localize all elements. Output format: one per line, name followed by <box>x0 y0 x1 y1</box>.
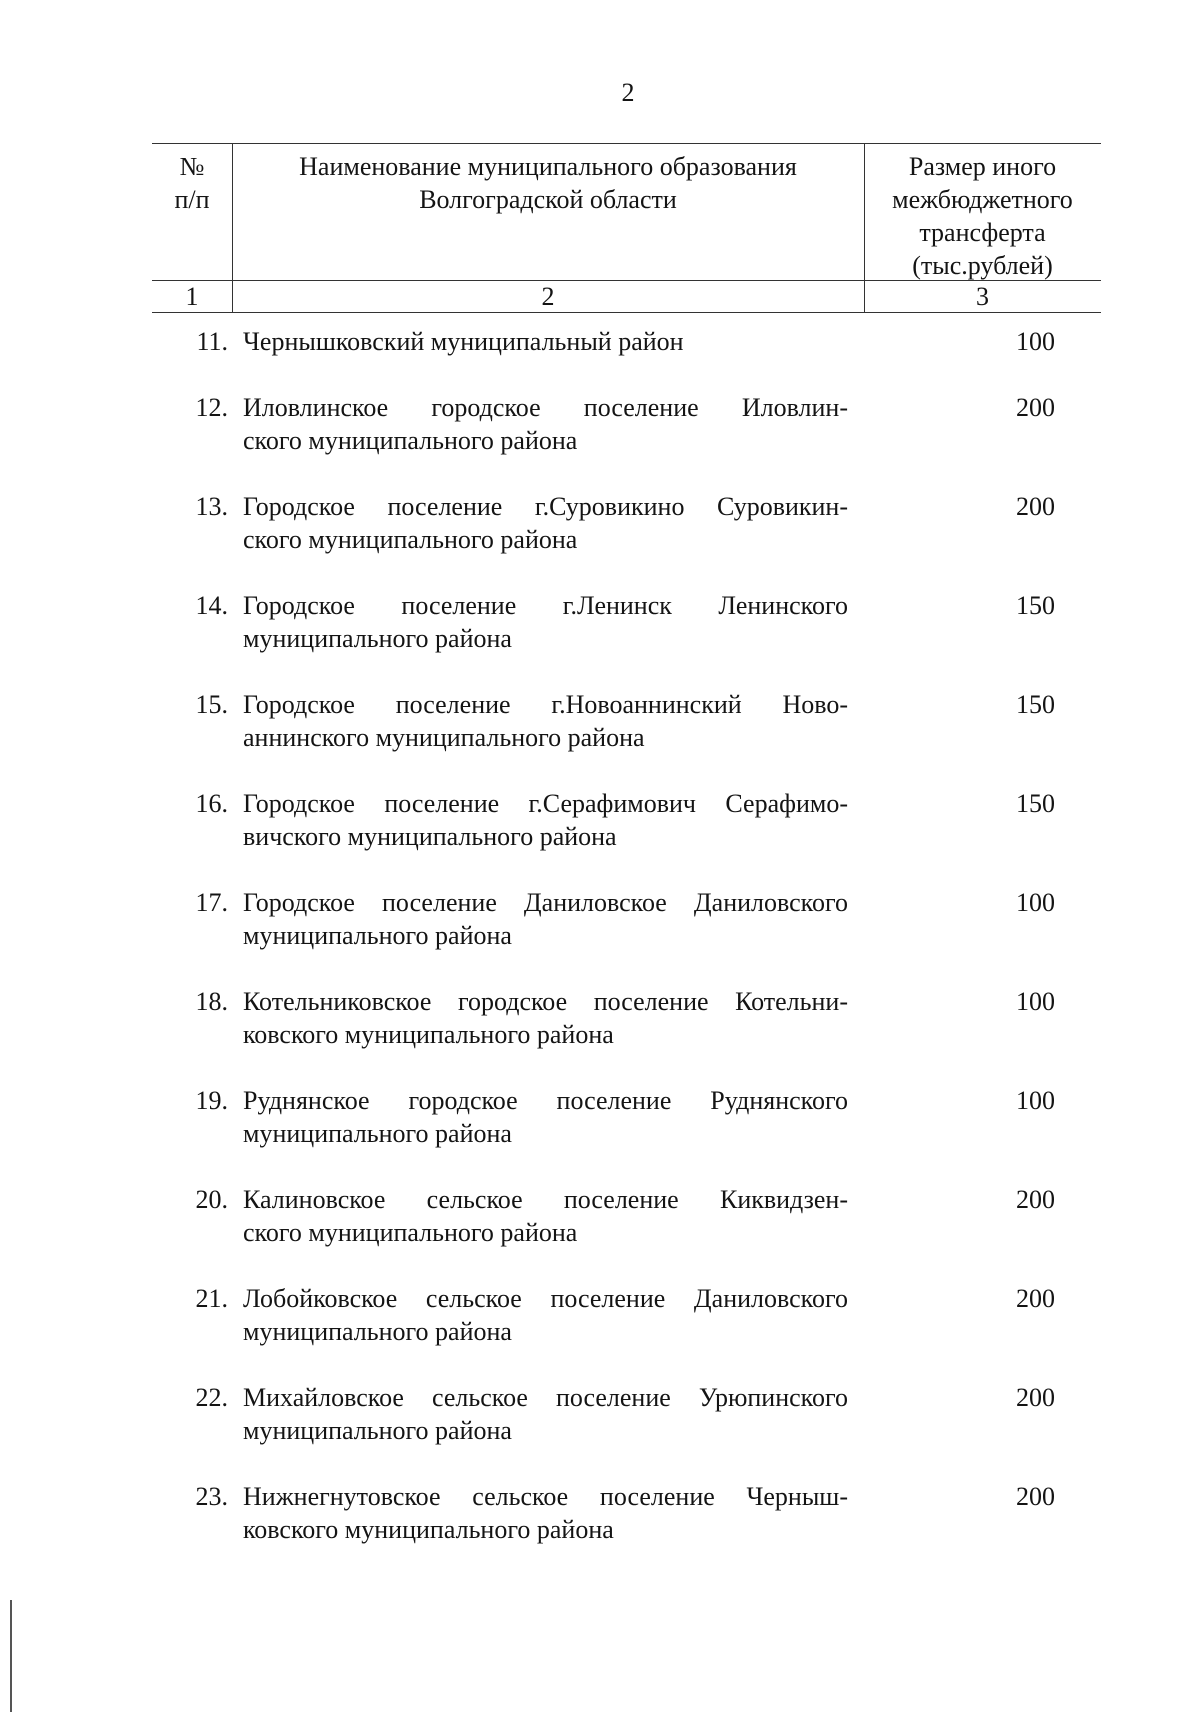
row-name-line2: муниципального района <box>243 1119 512 1148</box>
row-name-line2: муниципального района <box>243 1317 512 1346</box>
header-number-1: 1 <box>185 282 199 311</box>
row-index: 20. <box>195 1185 228 1214</box>
row-index: 22. <box>195 1383 228 1412</box>
row-name-line1: Руднянское городское поселение Руднянского <box>243 1086 848 1115</box>
row-name <box>243 391 848 457</box>
row-name <box>243 886 848 952</box>
scan-edge-mark <box>10 1600 12 1712</box>
row-name-line1: Городское поселение г.Ленинск Ленинского <box>243 591 848 620</box>
row-name-line2: ковского муниципального района <box>243 1515 614 1544</box>
header-col-name-line: Волгоградской области <box>419 185 677 214</box>
row-name <box>243 325 848 358</box>
row-name-line2: ского муниципального района <box>243 525 578 554</box>
row-name <box>243 688 848 754</box>
row-name <box>243 1183 848 1249</box>
row-name-line2: ковского муниципального района <box>243 1020 614 1049</box>
header-col-amount-line: (тыс.рублей) <box>912 251 1053 280</box>
row-name <box>243 1282 848 1348</box>
header-col-amount-line: Размер иного <box>908 152 1057 181</box>
row-name <box>243 1084 848 1150</box>
row-index: 14. <box>195 591 228 620</box>
row-name-line1: Городское поселение г.Новоаннинский Ново- <box>243 690 848 719</box>
row-value: 150 <box>1016 690 1055 719</box>
row-index: 13. <box>195 492 228 521</box>
row-value: 150 <box>1016 591 1055 620</box>
page-number: 2 <box>621 78 635 107</box>
row-name <box>243 787 848 853</box>
row-name <box>243 490 848 556</box>
header-col-name <box>232 150 864 216</box>
header-col-amount-line: трансферта <box>919 218 1046 247</box>
row-value: 200 <box>1016 1185 1055 1214</box>
row-index: 15. <box>195 690 228 719</box>
row-name-line1: Иловлинское городское поселение Иловлин- <box>243 393 848 422</box>
row-name-line2: вичского муниципального района <box>243 822 617 851</box>
header-col-number <box>152 150 232 216</box>
row-value: 200 <box>1016 1284 1055 1313</box>
row-index: 12. <box>195 393 228 422</box>
row-index: 21. <box>195 1284 228 1313</box>
row-index: 18. <box>195 987 228 1016</box>
row-name <box>243 589 848 655</box>
row-index: 11. <box>196 327 228 356</box>
row-index: 23. <box>195 1482 228 1511</box>
row-name-line1: Городское поселение г.Суровикино Суровикин- <box>243 492 848 521</box>
row-name <box>243 1381 848 1447</box>
row-value: 100 <box>1016 987 1055 1016</box>
row-name-line1: Лобойковское сельское поселение Даниловского <box>243 1284 848 1313</box>
row-name <box>243 985 848 1051</box>
row-name-line1: Нижнегнутовское сельское поселение Черныш- <box>243 1482 848 1511</box>
row-value: 200 <box>1016 393 1055 422</box>
header-col-amount-line: межбюджетного <box>892 185 1073 214</box>
header-number-3: 3 <box>976 282 989 311</box>
row-index: 19. <box>195 1086 228 1115</box>
header-number-2: 2 <box>541 282 555 311</box>
row-name-line1: Городское поселение г.Серафимович Серафимо- <box>243 789 848 818</box>
row-name-line1: Чернышковский муниципальный район <box>243 327 684 356</box>
row-value: 200 <box>1016 1482 1055 1511</box>
row-name-line2: ского муниципального района <box>243 426 578 455</box>
header-col-number-line: № <box>179 152 205 181</box>
row-name-line1: Котельниковское городское поселение Котельни- <box>243 987 848 1016</box>
header-col-name-line: Наименование муниципального образования <box>299 152 797 181</box>
row-name-line1: Городское поселение Даниловское Даниловского <box>243 888 848 917</box>
row-value: 100 <box>1016 1086 1055 1115</box>
row-value: 100 <box>1016 888 1055 917</box>
row-index: 17. <box>195 888 228 917</box>
row-value: 100 <box>1016 327 1055 356</box>
table-header <box>152 143 1101 313</box>
row-value: 200 <box>1016 492 1055 521</box>
row-name-line2: муниципального района <box>243 1416 512 1445</box>
row-index: 16. <box>195 789 228 818</box>
row-name-line2: муниципального района <box>243 921 512 950</box>
header-col-amount <box>864 150 1101 282</box>
row-name-line1: Калиновское сельское поселение Киквидзен- <box>243 1185 848 1214</box>
row-value: 150 <box>1016 789 1055 818</box>
row-name-line2: ского муниципального района <box>243 1218 578 1247</box>
row-name <box>243 1480 848 1546</box>
row-value: 200 <box>1016 1383 1055 1412</box>
row-name-line1: Михайловское сельское поселение Урюпинского <box>243 1383 848 1412</box>
row-name-line2: аннинского муниципального района <box>243 723 645 752</box>
row-name-line2: муниципального района <box>243 624 512 653</box>
header-col-number-line: п/п <box>174 185 210 214</box>
